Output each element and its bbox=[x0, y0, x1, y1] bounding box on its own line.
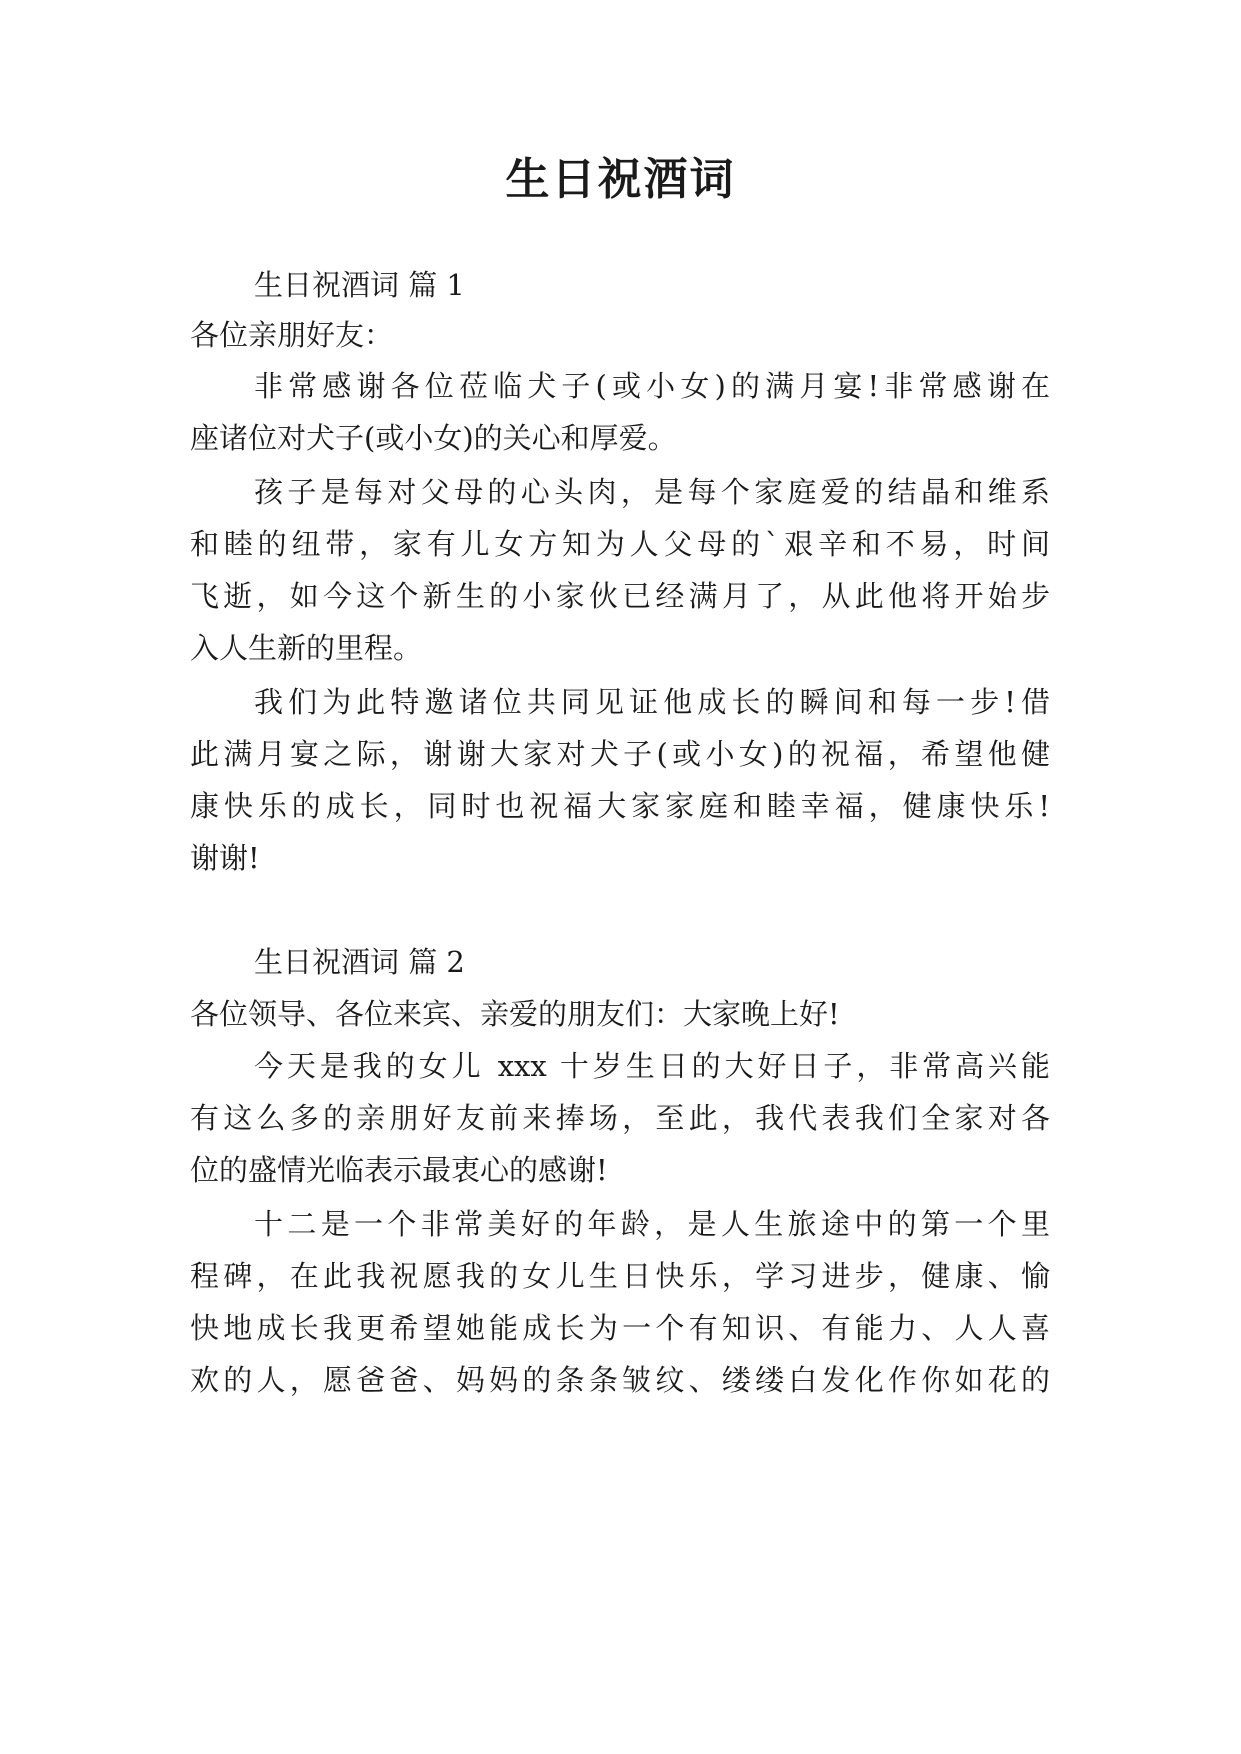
paragraph-line: 我们为此特邀诸位共同见证他成长的瞬间和每一步!借 bbox=[254, 685, 1050, 719]
paragraph-line: 非常感谢各位莅临犬子(或小女)的满月宴!非常感谢在 bbox=[254, 369, 1050, 403]
paragraph-line: 快地成长我更希望她能成长为一个有知识、有能力、人人喜 bbox=[190, 1311, 1050, 1345]
section-heading: 生日祝酒词 篇 2 bbox=[254, 945, 465, 979]
paragraph-line: 程碑，在此我祝愿我的女儿生日快乐，学习进步，健康、愉 bbox=[190, 1259, 1050, 1293]
paragraph-line: 此满月宴之际，谢谢大家对犬子(或小女)的祝福，希望他健 bbox=[190, 737, 1050, 771]
paragraph-line: 飞逝，如今这个新生的小家伙已经满月了，从此他将开始步 bbox=[190, 579, 1050, 613]
salutation: 各位亲朋好友： bbox=[190, 318, 394, 352]
paragraph-line: 孩子是每对父母的心头肉，是每个家庭爱的结晶和维系 bbox=[254, 475, 1050, 509]
paragraph-line: 谢谢! bbox=[190, 841, 260, 875]
document-title: 生日祝酒词 bbox=[505, 154, 736, 205]
paragraph-line: 有这么多的亲朋好友前来捧场，至此，我代表我们全家对各 bbox=[190, 1101, 1050, 1135]
salutation: 各位领导、各位来宾、亲爱的朋友们：大家晚上好! bbox=[190, 997, 840, 1031]
paragraph-line: 和睦的纽带，家有儿女方知为人父母的`艰辛和不易，时间 bbox=[190, 527, 1050, 561]
paragraph-line: 今天是我的女儿 xxx 十岁生日的大好日子，非常高兴能 bbox=[254, 1049, 1050, 1083]
paragraph-line: 十二是一个非常美好的年龄，是人生旅途中的第一个里 bbox=[254, 1207, 1050, 1241]
paragraph-line: 座诸位对犬子(或小女)的关心和厚爱。 bbox=[190, 421, 677, 455]
paragraph-line: 入人生新的里程。 bbox=[190, 631, 423, 665]
paragraph-line: 康快乐的成长，同时也祝福大家家庭和睦幸福，健康快乐! bbox=[190, 789, 1050, 823]
paragraph-line: 位的盛情光临表示最衷心的感谢! bbox=[190, 1153, 608, 1187]
section-heading: 生日祝酒词 篇 1 bbox=[254, 268, 465, 302]
paragraph-line: 欢的人，愿爸爸、妈妈的条条皱纹、缕缕白发化作你如花的 bbox=[190, 1363, 1050, 1397]
